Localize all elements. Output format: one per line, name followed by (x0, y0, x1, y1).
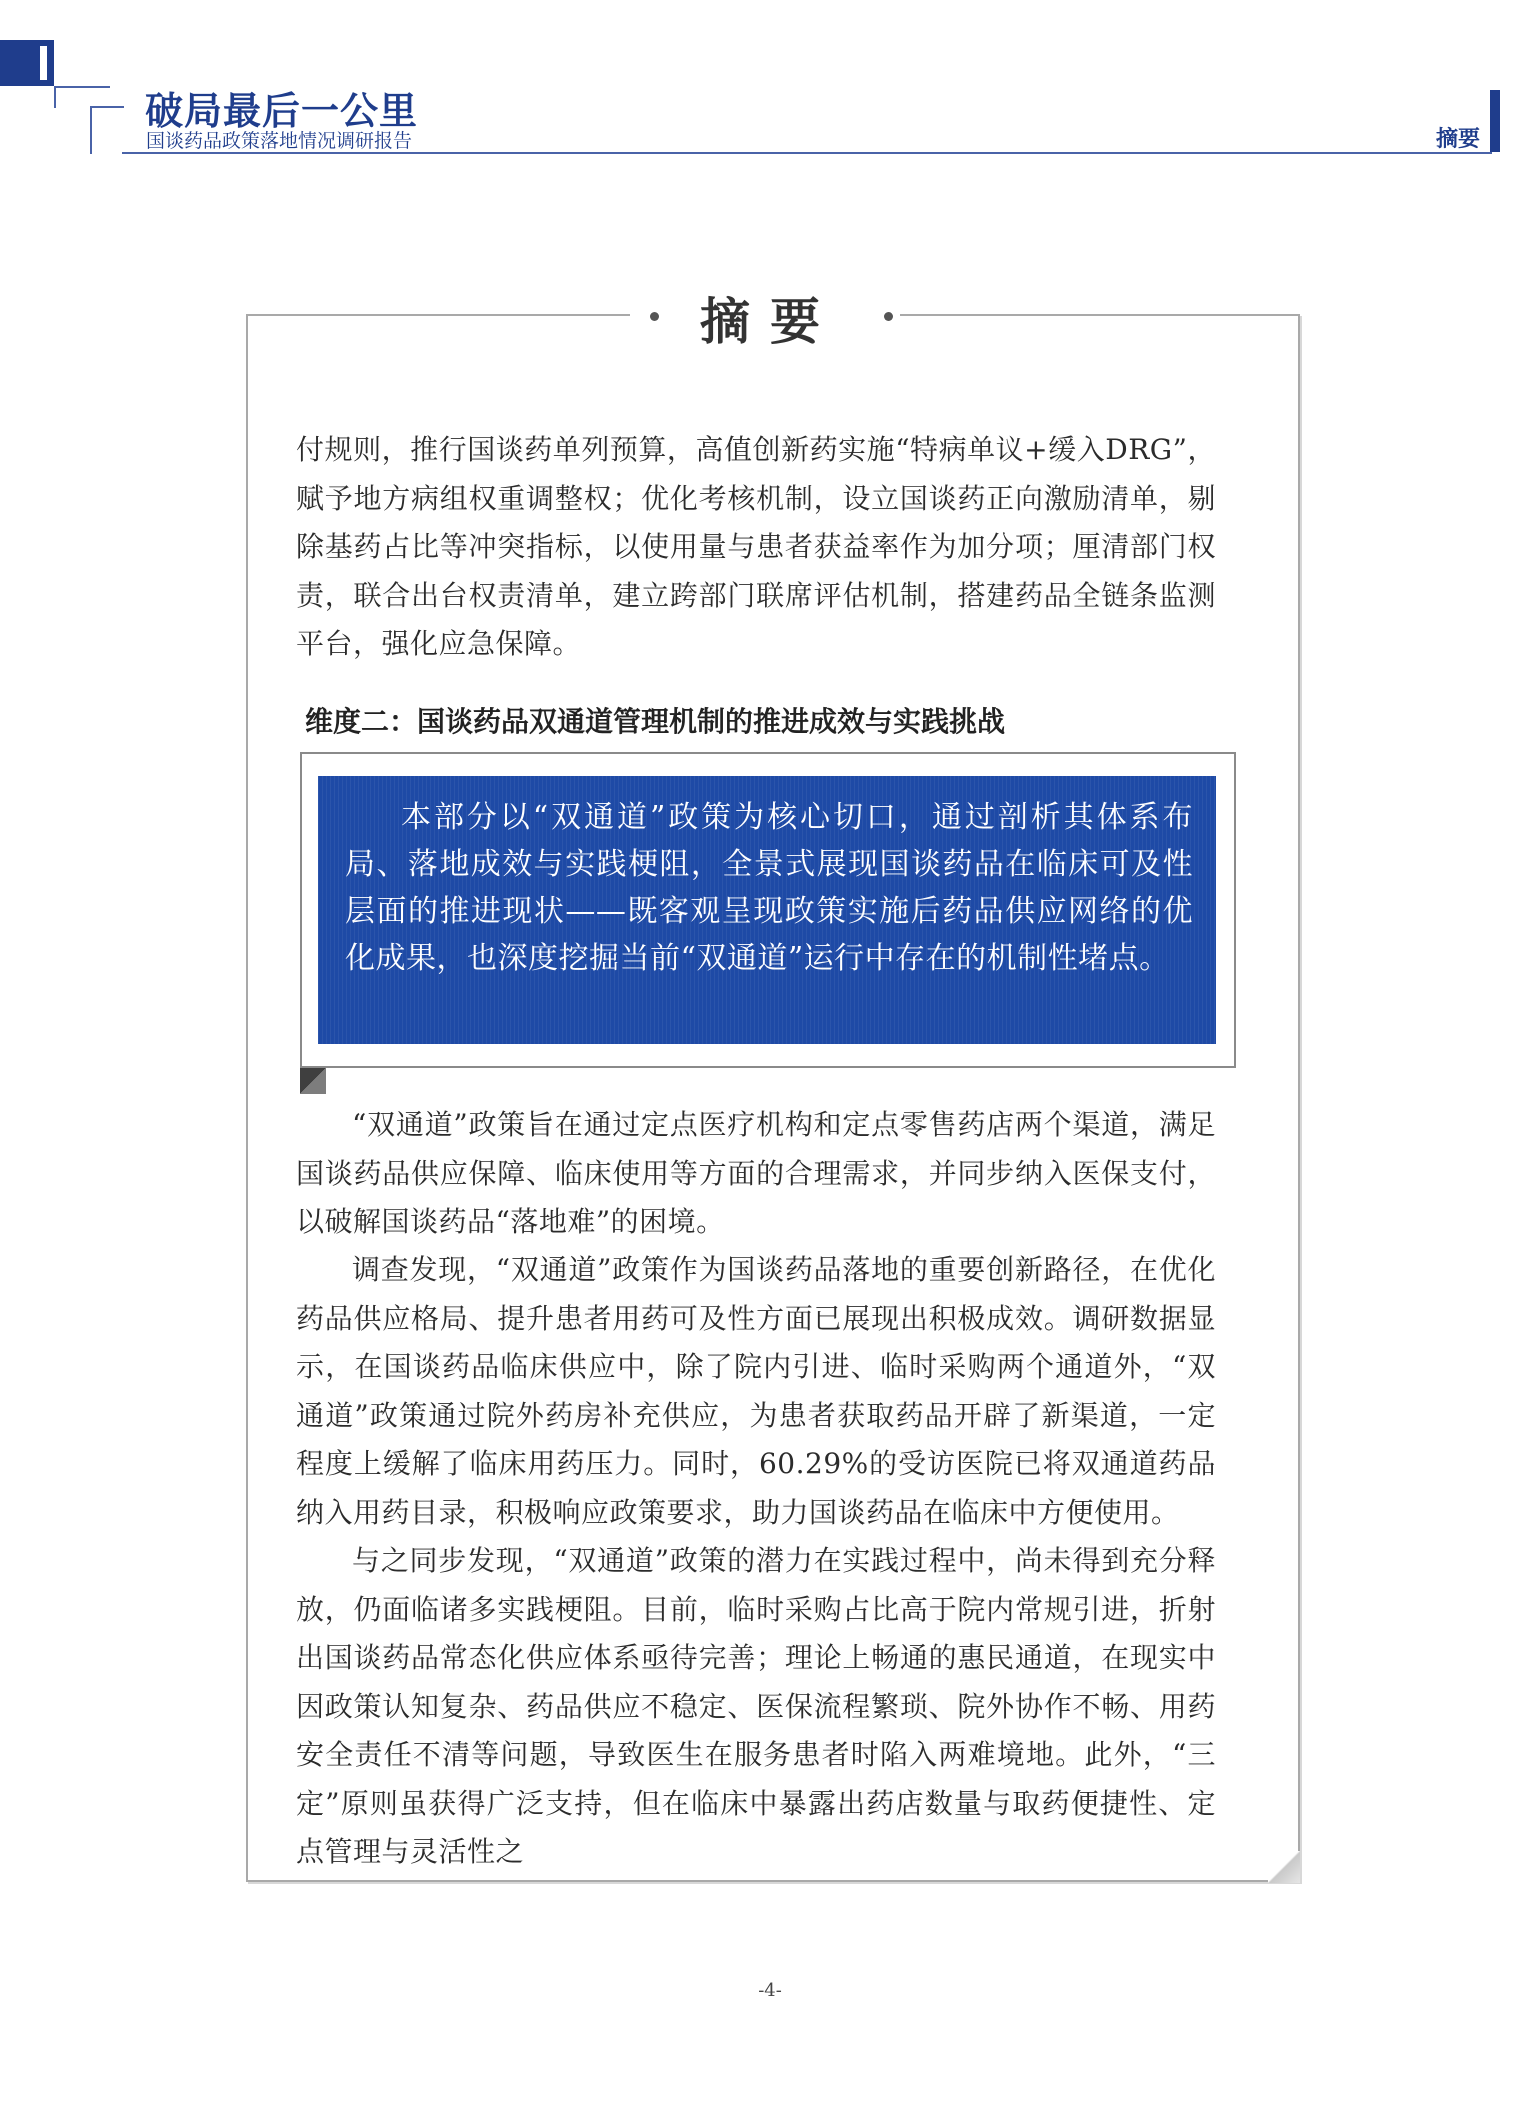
highlight-box-tab-shade (300, 1068, 326, 1094)
intro-paragraph: 付规则，推行国谈药单列预算，高值创新药实施“特病单议+缓入DRG”，赋予地方病组权重调整权；优化考核机制，设立国谈药正向激励清单，剔除基药占比等冲突指标，以使用量与患者获益率作为加分项；厘清部门权责，联合出台权责清单，建立跨部门联席评估机制，搭建药品全链条监测平台，强化应急保障。 (296, 433, 1216, 660)
body-paragraph: 与之同步发现，“双通道”政策的潜力在实践过程中，尚未得到充分释放，仍面临诸多实践梗阻。目前，临时采购占比高于院内常规引进，折射出国谈药品常态化供应体系亟待完善；理论上畅通的惠民通道，在现实中因政策认知复杂、药品供应不稳定、医保流程繁琐、院外协作不畅、用药安全责任不清等问题，导致医生在服务患者时陷入两难境地。此外，“三定”原则虽获得广泛支持，但在临床中暴露出药店数量与取药便捷性、定点管理与灵活性之 (296, 1544, 1216, 1868)
section-heading: 维度二：国谈药品双通道管理机制的推进成效与实践挑战 (305, 705, 1006, 738)
frame-title: 摘要 (700, 293, 840, 351)
body-paragraph: “双通道”政策旨在通过定点医疗机构和定点零售药店两个渠道，满足国谈药品供应保障、临床使用等方面的合理需求，并同步纳入医保支付，以破解国谈药品“落地难”的困境。 (296, 1108, 1216, 1238)
header-corner-notch (40, 46, 47, 80)
frame-title-dot-left (650, 312, 659, 321)
frame-title-dot-right (884, 312, 893, 321)
header-step-line (54, 86, 110, 108)
header-side-bar (1490, 90, 1500, 152)
page-curl-corner (1268, 1851, 1300, 1883)
header-step-line (90, 106, 124, 154)
body-paragraph: 调查发现，“双通道”政策作为国谈药品落地的重要创新路径，在优化药品供应格局、提升患者用药可及性方面已展现出积极成效。调研数据显示，在国谈药品临床供应中，除了院内引进、临时采购两个通道外，“双通道”政策通过院外药房补充供应，为患者获取药品开辟了新渠道，一定程度上缓解了临床用药压力。同时，60.29%的受访医院已将双通道药品纳入用药目录，积极响应政策要求，助力国谈药品在临床中方便使用。 (296, 1253, 1216, 1529)
report-title: 破局最后一公里 (145, 89, 419, 133)
highlight-box-text: 本部分以“双通道”政策为核心切口，通过剖析其体系布局、落地成效与实践梗阻，全景式展现国谈药品在临床可及性层面的推进现状——既客观呈现政策实施后药品供应网络的优化成果，也深度挖掘当前“双通道”运行中存在的机制性堵点。 (345, 800, 1193, 976)
page-number: -4- (758, 1980, 782, 2001)
header-section-label: 摘要 (1436, 127, 1481, 152)
report-subtitle: 国谈药品政策落地情况调研报告 (146, 130, 413, 152)
